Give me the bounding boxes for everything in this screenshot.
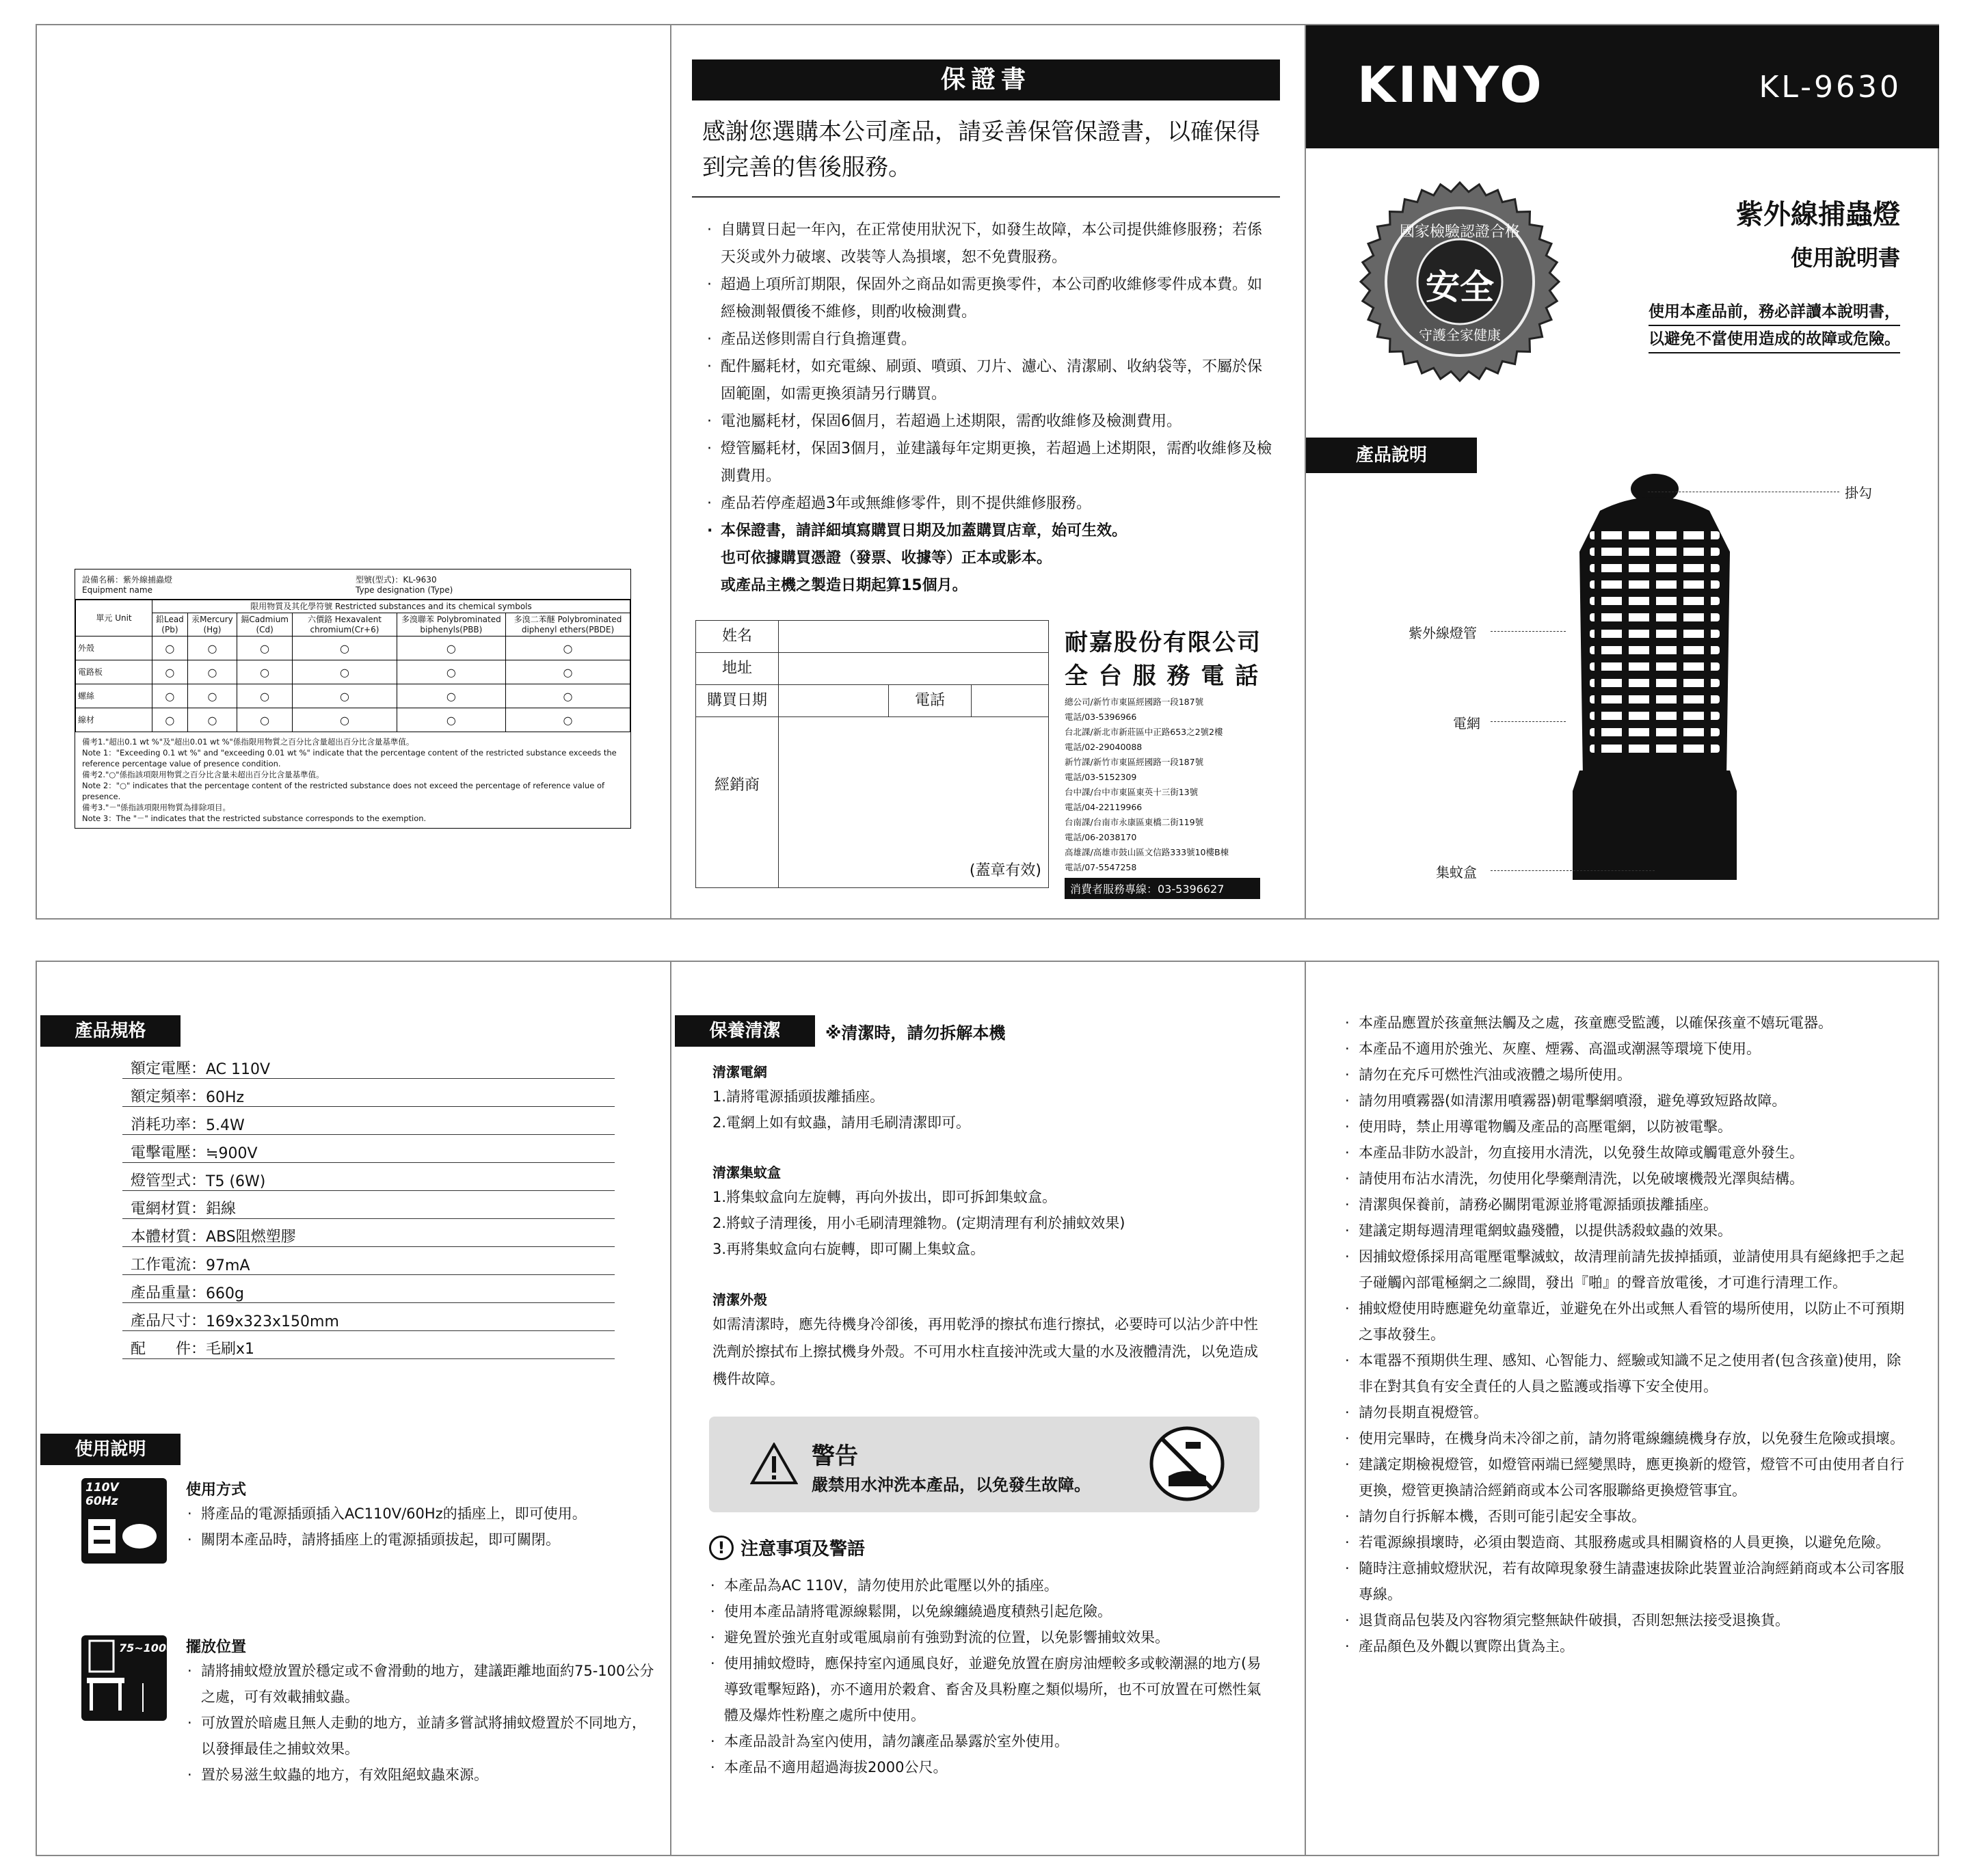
- spec-row: [122, 1163, 615, 1191]
- clean-shell-title: 清潔外殼: [712, 1291, 767, 1308]
- panel-warranty: [670, 24, 1306, 920]
- spec-key: 電擊電壓: [130, 1144, 191, 1162]
- safety-item: · 請使用布沾水清洗，勿使用化學藥劑清洗，以免破壞機殼光澤與結構。: [1344, 1166, 1908, 1192]
- rohs-row-name: 螺絲: [76, 684, 152, 708]
- caution-heading: [709, 1535, 865, 1560]
- warning-text: 嚴禁用水沖洗本產品，以免發生故障。: [812, 1475, 1091, 1495]
- branch-line: 台南課/台南市永康區東橋二街119號: [1065, 817, 1204, 827]
- spec-row: [122, 1219, 615, 1247]
- safety-item: · 請勿用噴霧器(如清潔用噴霧器)朝電擊網噴潑，避免導致短路故障。: [1344, 1088, 1908, 1114]
- warranty-title: 保證書: [692, 59, 1280, 100]
- placement-item: · 請將捕蚊燈放置於穩定或不會滑動的地方，建議距離地面約75-100公分之處，可有效載捕蚊蟲。: [186, 1658, 658, 1710]
- clean-box-step: 3.再將集蚊盒向右旋轉，即可關上集蚊盒。: [712, 1241, 985, 1257]
- rohs-cell: ○: [293, 708, 397, 732]
- rohs-col-header: 鎘Cadmium (Cd): [237, 613, 293, 636]
- spec-value: 鋁線: [206, 1201, 237, 1218]
- part-label-uv-tube: 紫外線燈管: [1409, 625, 1477, 641]
- rohs-table-block: [75, 569, 631, 829]
- clean-net-title: 清潔電網: [712, 1064, 767, 1080]
- spec-sep: ：: [191, 1285, 206, 1302]
- safety-list: [1344, 1010, 1908, 1659]
- safety-item: · 本產品應置於孩童無法觸及之處，孩童應受監護，以確保孩童不嬉玩電器。: [1344, 1010, 1908, 1036]
- spec-sep: ：: [191, 1060, 206, 1077]
- product-desc-tab: 產品說明: [1306, 438, 1477, 473]
- grid-rib: [1622, 528, 1629, 760]
- clean-box-step: 2.將蚊子清理後，用小毛刷清理雜物。(定期清理有利於捕蚊效果): [712, 1215, 1125, 1231]
- method-list: [186, 1501, 658, 1553]
- clean-net-step: 2.電網上如有蚊蟲，請用毛刷清潔即可。: [712, 1114, 971, 1131]
- rohs-cell: ○: [152, 636, 188, 660]
- rohs-cell: ○: [237, 636, 293, 660]
- rohs-table: [75, 600, 630, 732]
- spec-sep: ：: [191, 1172, 206, 1190]
- branch-line: 電話/04-22119966: [1065, 802, 1143, 812]
- spec-key: 產品重量: [130, 1285, 191, 1302]
- warranty-item: · 自購買日起一年內，在正常使用狀況下，如發生故障，本公司提供維修服務；若係天災或外力破壞、改裝等人為損壞，恕不免費服務。: [706, 217, 1273, 271]
- part-line-grid: [1491, 721, 1566, 722]
- warranty-bold-line: 也可依據購買憑證（發票、收據等）正本或影本。: [721, 550, 1052, 567]
- rohs-note: Note 2："○" indicates that the percentage content of the restricted substance does not exceed the percentage of reference value of presence.: [82, 781, 605, 802]
- placement-item: · 可放置於暗處且無人走動的地方，並請多嘗試將捕蚊燈置於不同地方，以發揮最佳之捕蚊效果。: [186, 1710, 658, 1762]
- spec-row: [122, 1135, 615, 1163]
- form-dealer-label: 經銷商: [696, 717, 779, 888]
- rohs-cell: ○: [237, 684, 293, 708]
- caution-item: · 避免置於強光直射或電風扇前有強勁對流的位置，以免影響捕蚊效果。: [709, 1624, 1270, 1650]
- specs-table: [122, 1051, 615, 1359]
- rohs-col-header: 汞Mercury (Hg): [187, 613, 237, 636]
- warranty-divider: [692, 196, 1280, 198]
- spec-row: [122, 1191, 615, 1219]
- seal-bottom-text: 守護全家健康: [1419, 327, 1501, 343]
- panel-cleaning: [670, 961, 1306, 1856]
- method-item: · 將產品的電源插頭插入AC110V/60Hz的插座上，即可使用。: [186, 1501, 658, 1527]
- safety-item: · 請勿長期直視燈管。: [1344, 1399, 1908, 1425]
- rohs-cell: ○: [152, 660, 188, 684]
- clean-net-list: [712, 1084, 1280, 1136]
- caution-item: · 使用捕蚊燈時，應保持室內通風良好，並避免放置在廚房油煙較多或較潮濕的地方(易導致電擊短路)，亦不適用於穀倉、畜舍及具粉塵之類似場所，也不可放置在可燃性氣體及爆炸性粉塵之處所中使用。: [709, 1650, 1270, 1728]
- branch-line: 電話/02-29040088: [1065, 742, 1143, 752]
- warning-title: 警告: [812, 1443, 858, 1470]
- part-label-box: 集蚊盒: [1436, 864, 1477, 881]
- safety-item: · 本產品非防水設計，勿直接用水清洗，以免發生故障或觸電意外發生。: [1344, 1140, 1908, 1166]
- spec-key: 配 件: [130, 1341, 191, 1358]
- bug-zapper-icon: [1552, 470, 1757, 887]
- model-number: KL-9630: [1759, 70, 1902, 105]
- spec-sep: ：: [191, 1088, 206, 1106]
- safety-item: · 建議定期每週清理電網蚊蟲殘體，以提供誘殺蚊蟲的效果。: [1344, 1218, 1908, 1244]
- rohs-note: Note 3：The "－" indicates that the restricted substance corresponds to the exemption.: [82, 814, 427, 824]
- branch-line: 電話/03-5152309: [1065, 772, 1137, 782]
- plug-icon: [81, 1516, 167, 1564]
- form-phone-field[interactable]: [972, 685, 1048, 716]
- type-label: 型號(型式)：KL-9630: [356, 575, 437, 585]
- safety-item: · 請勿自行拆解本機，否則可能引起安全事故。: [1344, 1503, 1908, 1529]
- panel-cover: [1305, 24, 1939, 920]
- bug-zapper-illustration: [1552, 470, 1757, 887]
- grid-rib: [1704, 528, 1711, 760]
- placement-item: · 置於易滋生蚊蟲的地方，有效阻絕蚊蟲來源。: [186, 1762, 658, 1788]
- safety-item: · 使用時，禁止用導電物觸及產品的高壓電網，以防被電擊。: [1344, 1114, 1908, 1140]
- branch-list: [1065, 695, 1283, 875]
- rohs-cell: ○: [237, 708, 293, 732]
- spec-value: AC 110V: [206, 1061, 271, 1078]
- product-name: 紫外線捕蟲燈: [1736, 199, 1900, 230]
- clean-shell-text: 如需清潔時，應先待機身冷卻後，再用乾淨的擦拭布進行擦拭，必要時可以沾少許中性洗劑於擦拭布上擦拭機身外殼。不可用水柱直接沖洗或大量的水及液體清洗，以免造成機件故障。: [712, 1316, 1258, 1387]
- safety-item: · 捕蚊燈使用時應避免幼童靠近，並避免在外出或無人看管的場所使用，以防止不可預期之事故發生。: [1344, 1296, 1908, 1348]
- safety-seal: [1357, 179, 1562, 384]
- placement-illustration: [81, 1635, 185, 1721]
- specs-tab: 產品規格: [40, 1015, 181, 1047]
- substances-header: 限用物質及其化學符號 Restricted substances and its chemical symbols: [152, 600, 630, 613]
- safety-item: · 若電源線損壞時，必須由製造商、其服務處或具相關資格的人員更換，以避免危險。: [1344, 1529, 1908, 1555]
- rohs-cell: ○: [237, 660, 293, 684]
- rohs-cell: ○: [506, 684, 630, 708]
- spec-sep: ：: [191, 1257, 206, 1274]
- placement-list: [186, 1658, 658, 1788]
- rohs-cell: ○: [397, 660, 505, 684]
- warranty-item: · 超過上項所訂期限，保固外之商品如需更換零件，本公司酌收維修零件成本費。如經檢測報價後不維修，則酌收檢測費。: [706, 271, 1273, 326]
- form-phone-label: 電話: [889, 685, 972, 716]
- form-name-label: 姓名: [696, 621, 779, 652]
- form-address-label: 地址: [696, 653, 779, 684]
- caution-item: · 使用本產品請將電源線鬆開，以免線纏繞過度積熱引起危險。: [709, 1598, 1270, 1624]
- warranty-item: · 電池屬耗材，保固6個月，若超過上述期限，需酌收維修及檢測費用。: [706, 408, 1273, 436]
- rohs-cell: ○: [187, 708, 237, 732]
- spec-value: 60Hz: [206, 1089, 245, 1106]
- spec-sep: ：: [191, 1313, 206, 1330]
- rohs-row-name: 外殼: [76, 636, 152, 660]
- exclamation-circle-icon: !: [709, 1536, 734, 1560]
- form-dealer-field[interactable]: [779, 717, 1048, 888]
- safety-item: · 本電器不預期供生理、感知、心智能力、經驗或知識不足之使用者(包含孩童)使用，除非在對其負有安全責任的人員之監護或指導下安全使用。: [1344, 1348, 1908, 1399]
- rohs-cell: ○: [397, 636, 505, 660]
- seal-center-text: 安全: [1426, 267, 1494, 307]
- spec-value: 5.4W: [206, 1117, 245, 1134]
- warranty-bold-line: 或產品主機之製造日期起算15個月。: [721, 577, 968, 594]
- grid-rib: [1649, 528, 1656, 760]
- rohs-cell: ○: [293, 660, 397, 684]
- manual-title: 使用說明書: [1790, 245, 1900, 271]
- unit-header: 單元 Unit: [76, 600, 152, 636]
- spec-key: 工作電流: [130, 1257, 191, 1274]
- company-block: [1065, 624, 1283, 899]
- rohs-col-header: 六價鉻 Hexavalent chromium(Cr+6): [293, 613, 397, 636]
- branch-line: 台中課/台中市東區東英十三街13號: [1065, 787, 1199, 797]
- company-name: 耐嘉股份有限公司: [1065, 629, 1262, 656]
- spec-row: [122, 1051, 615, 1079]
- safety-item: · 因捕蚊燈係採用高電壓電擊滅蚊，故清理前請先拔掉插頭，並請使用具有絕緣把手之起子碰觸內部電極網之二線間，發出『啪』的聲音放電後，才可進行清理工作。: [1344, 1244, 1908, 1296]
- clean-net-step: 1.請將電源插頭拔離插座。: [712, 1088, 885, 1105]
- warranty-item: · 產品送修則需自行負擔運費。: [706, 326, 1273, 353]
- rohs-note: Note 1："Exceeding 0.1 wt %" and "exceeding 0.01 wt %" indicate that the percentage content of the restricted substance exceeds the reference percentage value of presence condition.: [82, 748, 617, 769]
- form-date-label: 購買日期: [696, 685, 779, 716]
- rohs-cell: ○: [187, 660, 237, 684]
- hotline: 消費者服務專線：03-5396627: [1065, 878, 1260, 899]
- seal-top-text: 國家檢驗認證合格: [1399, 224, 1520, 241]
- warranty-item: · 燈管屬耗材，保固3個月，並建議每年定期更換，若超過上述期限，需酌收維修及檢測費用。: [706, 436, 1273, 490]
- branch-line: 電話/07-5547258: [1065, 862, 1137, 872]
- spec-sep: ：: [191, 1341, 206, 1358]
- spec-value: ≒900V: [206, 1145, 258, 1162]
- safety-item: · 請勿在充斥可燃性汽油或液體之場所使用。: [1344, 1062, 1908, 1088]
- spec-row: [122, 1331, 615, 1359]
- spec-row: [122, 1079, 615, 1107]
- table-row: [76, 684, 630, 708]
- rohs-row-name: 線材: [76, 708, 152, 732]
- spec-value: 毛刷x1: [206, 1341, 255, 1358]
- clean-box-list: [712, 1184, 1280, 1262]
- rohs-cell: ○: [506, 636, 630, 660]
- no-water-wash-icon: [1148, 1425, 1227, 1503]
- branch-line: 總公司/新竹市東區經國路一段187號: [1065, 697, 1204, 707]
- caution-item: · 本產品不適用超過海拔2000公尺。: [709, 1754, 1270, 1780]
- equip-name-en: Equipment name: [82, 585, 152, 595]
- rohs-cell: ○: [397, 708, 505, 732]
- warranty-item: · 產品若停產超過3年或無維修零件，則不提供維修服務。: [706, 490, 1273, 518]
- clean-box-title: 清潔集蚊盒: [712, 1164, 781, 1181]
- rohs-cell: ○: [293, 684, 397, 708]
- cover-warning: [1649, 299, 1900, 353]
- branch-line: 新竹課/新竹市東區經國路一段187號: [1065, 757, 1204, 767]
- spec-row: [122, 1247, 615, 1275]
- safety-item: · 清潔與保養前，請務必關閉電源並將電源插頭拔離插座。: [1344, 1192, 1908, 1218]
- method-item: · 關閉本產品時，請將插座上的電源插頭拔起，即可關閉。: [186, 1527, 658, 1553]
- panel-rohs: [36, 24, 671, 920]
- form-stamp-note: (蓋章有效): [969, 862, 1041, 879]
- branch-line: 高雄課/高雄市鼓山區文信路333號10樓B棟: [1065, 847, 1229, 857]
- spec-key: 本體材質: [130, 1229, 191, 1246]
- form-name-field[interactable]: [779, 621, 1048, 652]
- form-date-field[interactable]: [779, 685, 889, 716]
- rohs-row-name: 電路板: [76, 660, 152, 684]
- grid-rib: [1595, 528, 1601, 760]
- plug-illustration: [81, 1478, 167, 1564]
- branch-line: 電話/03-5396966: [1065, 712, 1137, 722]
- rohs-cell: ○: [152, 684, 188, 708]
- rohs-notes: [75, 732, 630, 828]
- table-row: [76, 708, 630, 732]
- spec-key: 產品尺寸: [130, 1313, 191, 1330]
- spec-key: 燈管型式: [130, 1172, 191, 1190]
- placement-title: 擺放位置: [186, 1639, 247, 1656]
- clean-box-step: 1.將集蚊盒向左旋轉，再向外拔出，即可拆卸集蚊盒。: [712, 1189, 1057, 1205]
- panel-safety: [1305, 961, 1939, 1856]
- warning-box: [709, 1417, 1259, 1512]
- spec-value: 97mA: [206, 1257, 250, 1274]
- rohs-cell: ○: [506, 708, 630, 732]
- rohs-note: 備考1."超出0.1 wt %"及"超出0.01 wt %"係指限用物質之百分比含量超出百分比含量基準值。: [82, 737, 414, 747]
- method-title: 使用方式: [186, 1482, 247, 1499]
- rohs-cell: ○: [397, 684, 505, 708]
- rohs-cell: ○: [152, 708, 188, 732]
- rohs-note: 備考3."－"係指該項限用物質為排除項目。: [82, 803, 231, 813]
- safety-item: · 使用完畢時，在機身尚未冷卻之前，請勿將電線纏繞機身存放，以免發生危險或損壞。: [1344, 1425, 1908, 1451]
- table-row: [76, 660, 630, 684]
- rohs-cell: ○: [187, 684, 237, 708]
- spec-sep: ：: [191, 1144, 206, 1162]
- usage-tab: 使用說明: [40, 1434, 181, 1465]
- spec-value: 169x323x150mm: [206, 1313, 339, 1330]
- form-address-field[interactable]: [779, 653, 1048, 684]
- spec-key: 消耗功率: [130, 1116, 191, 1134]
- warranty-form: [695, 620, 1049, 888]
- type-label-en: Type designation (Type): [356, 585, 453, 595]
- panel-specs-usage: [36, 961, 671, 1856]
- spec-row: [122, 1275, 615, 1303]
- spec-sep: ：: [191, 1229, 206, 1246]
- spec-value: ABS阻燃塑膠: [206, 1229, 296, 1246]
- rohs-col-header: 多溴二苯醚 Polybrominated diphenyl ethers(PBDE): [506, 613, 630, 636]
- warranty-item: · 配件屬耗材，如充電線、刷頭、噴頭、刀片、濾心、清潔刷、收納袋等，不屬於保固範圍，如需更換須請另行購買。: [706, 353, 1273, 408]
- table-height-icon: [81, 1635, 185, 1721]
- branch-line: 台北課/新北市新莊區中正路653之2號2樓: [1065, 727, 1223, 737]
- caution-item: · 本產品設計為室內使用，請勿讓產品暴露於室外使用。: [709, 1728, 1270, 1754]
- spec-value: 660g: [206, 1285, 244, 1302]
- brand-logo: KINYO: [1357, 56, 1545, 113]
- spec-sep: ：: [191, 1116, 206, 1134]
- safety-item: · 產品顏色及外觀以實際出貨為主。: [1344, 1633, 1908, 1659]
- spec-key: 額定電壓: [130, 1060, 191, 1077]
- cover-warning-line2: 以避免不當使用造成的故障或危險。: [1649, 326, 1900, 353]
- spec-key: 額定頻率: [130, 1088, 191, 1106]
- warranty-list: [706, 217, 1273, 600]
- part-label-grid: 電網: [1453, 715, 1480, 732]
- service-title: 全 台 服 務 電 話: [1065, 662, 1260, 690]
- cover-header: [1306, 25, 1939, 148]
- cover-warning-line1: 使用本產品前，務必詳讀本說明書，: [1649, 299, 1900, 326]
- table-row: [76, 636, 630, 660]
- safety-item: · 本產品不適用於強光、灰塵、煙霧、高溫或潮濕等環境下使用。: [1344, 1036, 1908, 1062]
- caution-list: [709, 1572, 1270, 1780]
- spec-sep: ：: [191, 1201, 206, 1218]
- branch-line: 電話/06-2038170: [1065, 832, 1137, 842]
- cleaning-tab: 保養清潔: [675, 1015, 815, 1047]
- safety-item: · 隨時注意捕蚊燈狀況，若有故障現象發生請盡速拔除此裝置並洽詢經銷商或本公司客服專線。: [1344, 1555, 1908, 1607]
- rohs-col-header: 多溴聯苯 Polybrominated biphenyls(PBB): [397, 613, 505, 636]
- rohs-cell: ○: [506, 660, 630, 684]
- safety-item: · 退貨商品包裝及內容物須完整無缺件破損，否則恕無法接受退換貨。: [1344, 1607, 1908, 1633]
- spec-key: 電網材質: [130, 1201, 191, 1218]
- cleaning-note: ※清潔時，請勿拆解本機: [825, 1023, 1006, 1043]
- spec-value: T5 (6W): [206, 1173, 266, 1190]
- warranty-intro: 感謝您選購本公司產品，請妥善保管保證書，以確保得到完善的售後服務。: [702, 118, 1260, 181]
- warning-triangle-icon: [750, 1443, 798, 1485]
- spec-row: [122, 1303, 615, 1331]
- warranty-bold-line: · 本保證書，請詳細填寫購買日期及加蓋購買店章，始可生效。: [706, 518, 1273, 545]
- rohs-cell: ○: [187, 636, 237, 660]
- grid-rib: [1677, 528, 1683, 760]
- part-line-box: [1491, 870, 1655, 871]
- placement-height-text: 75~100cm: [119, 1642, 185, 1654]
- rohs-cell: ○: [293, 636, 397, 660]
- part-label-hook: 掛勾: [1845, 485, 1872, 501]
- caution-title: 注意事項及警語: [741, 1539, 866, 1559]
- equip-name: 設備名稱：紫外線捕蟲燈: [82, 575, 173, 585]
- plug-voltage-text: 110V 60Hz: [85, 1481, 119, 1508]
- safety-item: · 建議定期檢視燈管，如燈管兩端已經變黑時，應更換新的燈管，燈管不可由使用者自行更換，燈管更換請洽經銷商或本公司客服聯絡更換燈管事宜。: [1344, 1451, 1908, 1503]
- part-line-uv: [1491, 631, 1566, 632]
- caution-item: · 本產品為AC 110V，請勿使用於此電壓以外的插座。: [709, 1572, 1270, 1598]
- rohs-col-header: 鉛Lead (Pb): [152, 613, 188, 636]
- rohs-note: 備考2."○"係指該項限用物質之百分比含量未超出百分比含量基準值。: [82, 770, 324, 780]
- spec-row: [122, 1107, 615, 1135]
